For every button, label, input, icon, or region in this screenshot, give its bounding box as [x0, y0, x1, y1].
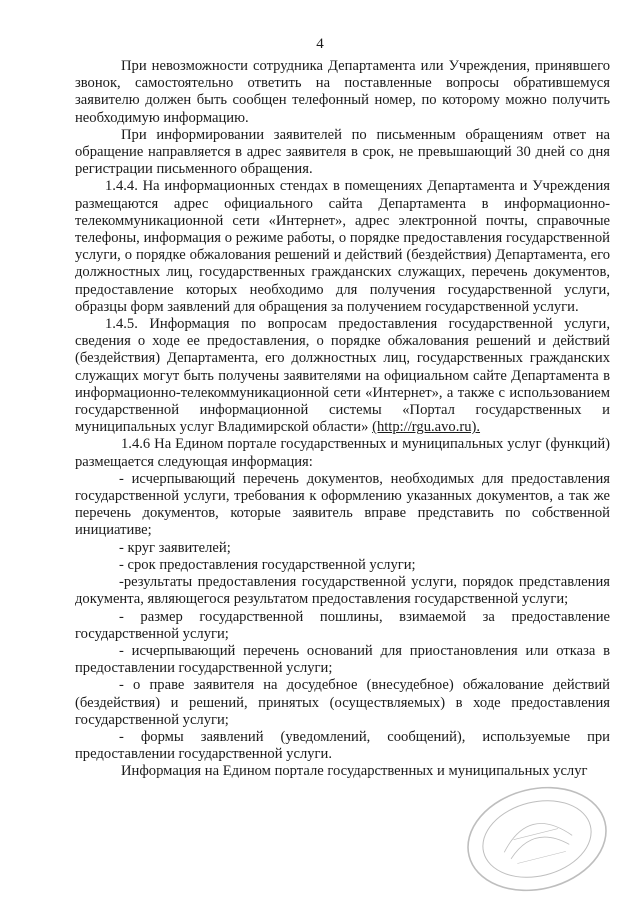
document-body: [75, 58, 610, 781]
list-item: - формы заявлений (уведомлений, сообщений), используемые при предоставлении государственной услуги.: [75, 728, 610, 763]
stamp-seal-icon: [451, 767, 623, 910]
list-item: - исчерпывающий перечень оснований для приостановления или отказа в предоставлении государственной услуги;: [75, 642, 610, 677]
paragraph-written-requests: При информировании заявителей по письменным обращениям ответ на обращение направляется в адрес заявителя в срок, не превышающий 30 дней со дня регистрации письменного обращения.: [75, 126, 610, 178]
list-item: -результаты предоставления государственной услуги, порядок представления документа, являющегося результатом предоставления государственной услуги;: [75, 574, 610, 608]
official-stamp: [451, 767, 623, 910]
list-item: - исчерпывающий перечень документов, необходимых для предоставления государственной услуги, требования к оформлению указанных документов, а так же перечень документов, которые заявитель вправе представить по собственной инициативе;: [75, 470, 610, 539]
portal-link[interactable]: (http://rgu.avo.ru).: [372, 419, 481, 436]
paragraph-1-4-5-text: 1.4.5. Информация по вопросам предоставления государственной услуги, сведения о ходе ее предоставления, о порядке обжалования решений и действий (бездействия) Департамента, его должностных лиц, государственных гражданских служащих могут быть получены заявителями на официальном сайте Департамента в информационно-телекоммуникационной сети «Интернет», а также с использованием государственной информационной системы «Портал государственных и муниципальных услуг Владимирской области»: [75, 316, 610, 436]
paragraph-1-4-6: 1.4.6 На Едином портале государственных и муниципальных услуг (функций) размещается следующая информация:: [75, 436, 610, 470]
list-item: - о праве заявителя на досудебное (внесудебное) обжалование действий (бездействия) и решений, принятых (осуществляемых) в ходе предоставления государственной услуги;: [75, 677, 610, 728]
paragraph-portal-info: Информация на Едином портале государственных и муниципальных услуг: [121, 763, 588, 780]
list-item: - срок предоставления государственной услуги;: [119, 556, 416, 573]
paragraph-phone-info: При невозможности сотрудника Департамента или Учреждения, принявшего звонок, самостоятельно ответить на поставленные вопросы обратившемуся заявителю должен быть сообщен телефонный номер, по которому можно получить необходимую информацию.: [75, 58, 610, 126]
paragraph-1-4-5: [75, 316, 610, 436]
page-number: 4: [316, 36, 324, 52]
list-item: - круг заявителей;: [119, 539, 231, 556]
list-item: - размер государственной пошлины, взимаемой за предоставление государственной услуги;: [75, 608, 610, 642]
paragraph-1-4-4: 1.4.4. На информационных стендах в помещениях Департамента и Учреждения размещаются адрес официального сайта Департамента в информационно-телекоммуникационной сети «Интернет», адрес электронной почты, справочные телефоны, информация о режиме работы, о порядке предоставления государственной услуги, о порядке обжалования решений и действий (бездействия) Департамента, его должностных лиц, государственных гражданских служащих, перечень документов, предоставление которых необходимо для получения государственной услуги, образцы форм заявлений для обращения за получением государственной услуги.: [75, 178, 610, 315]
